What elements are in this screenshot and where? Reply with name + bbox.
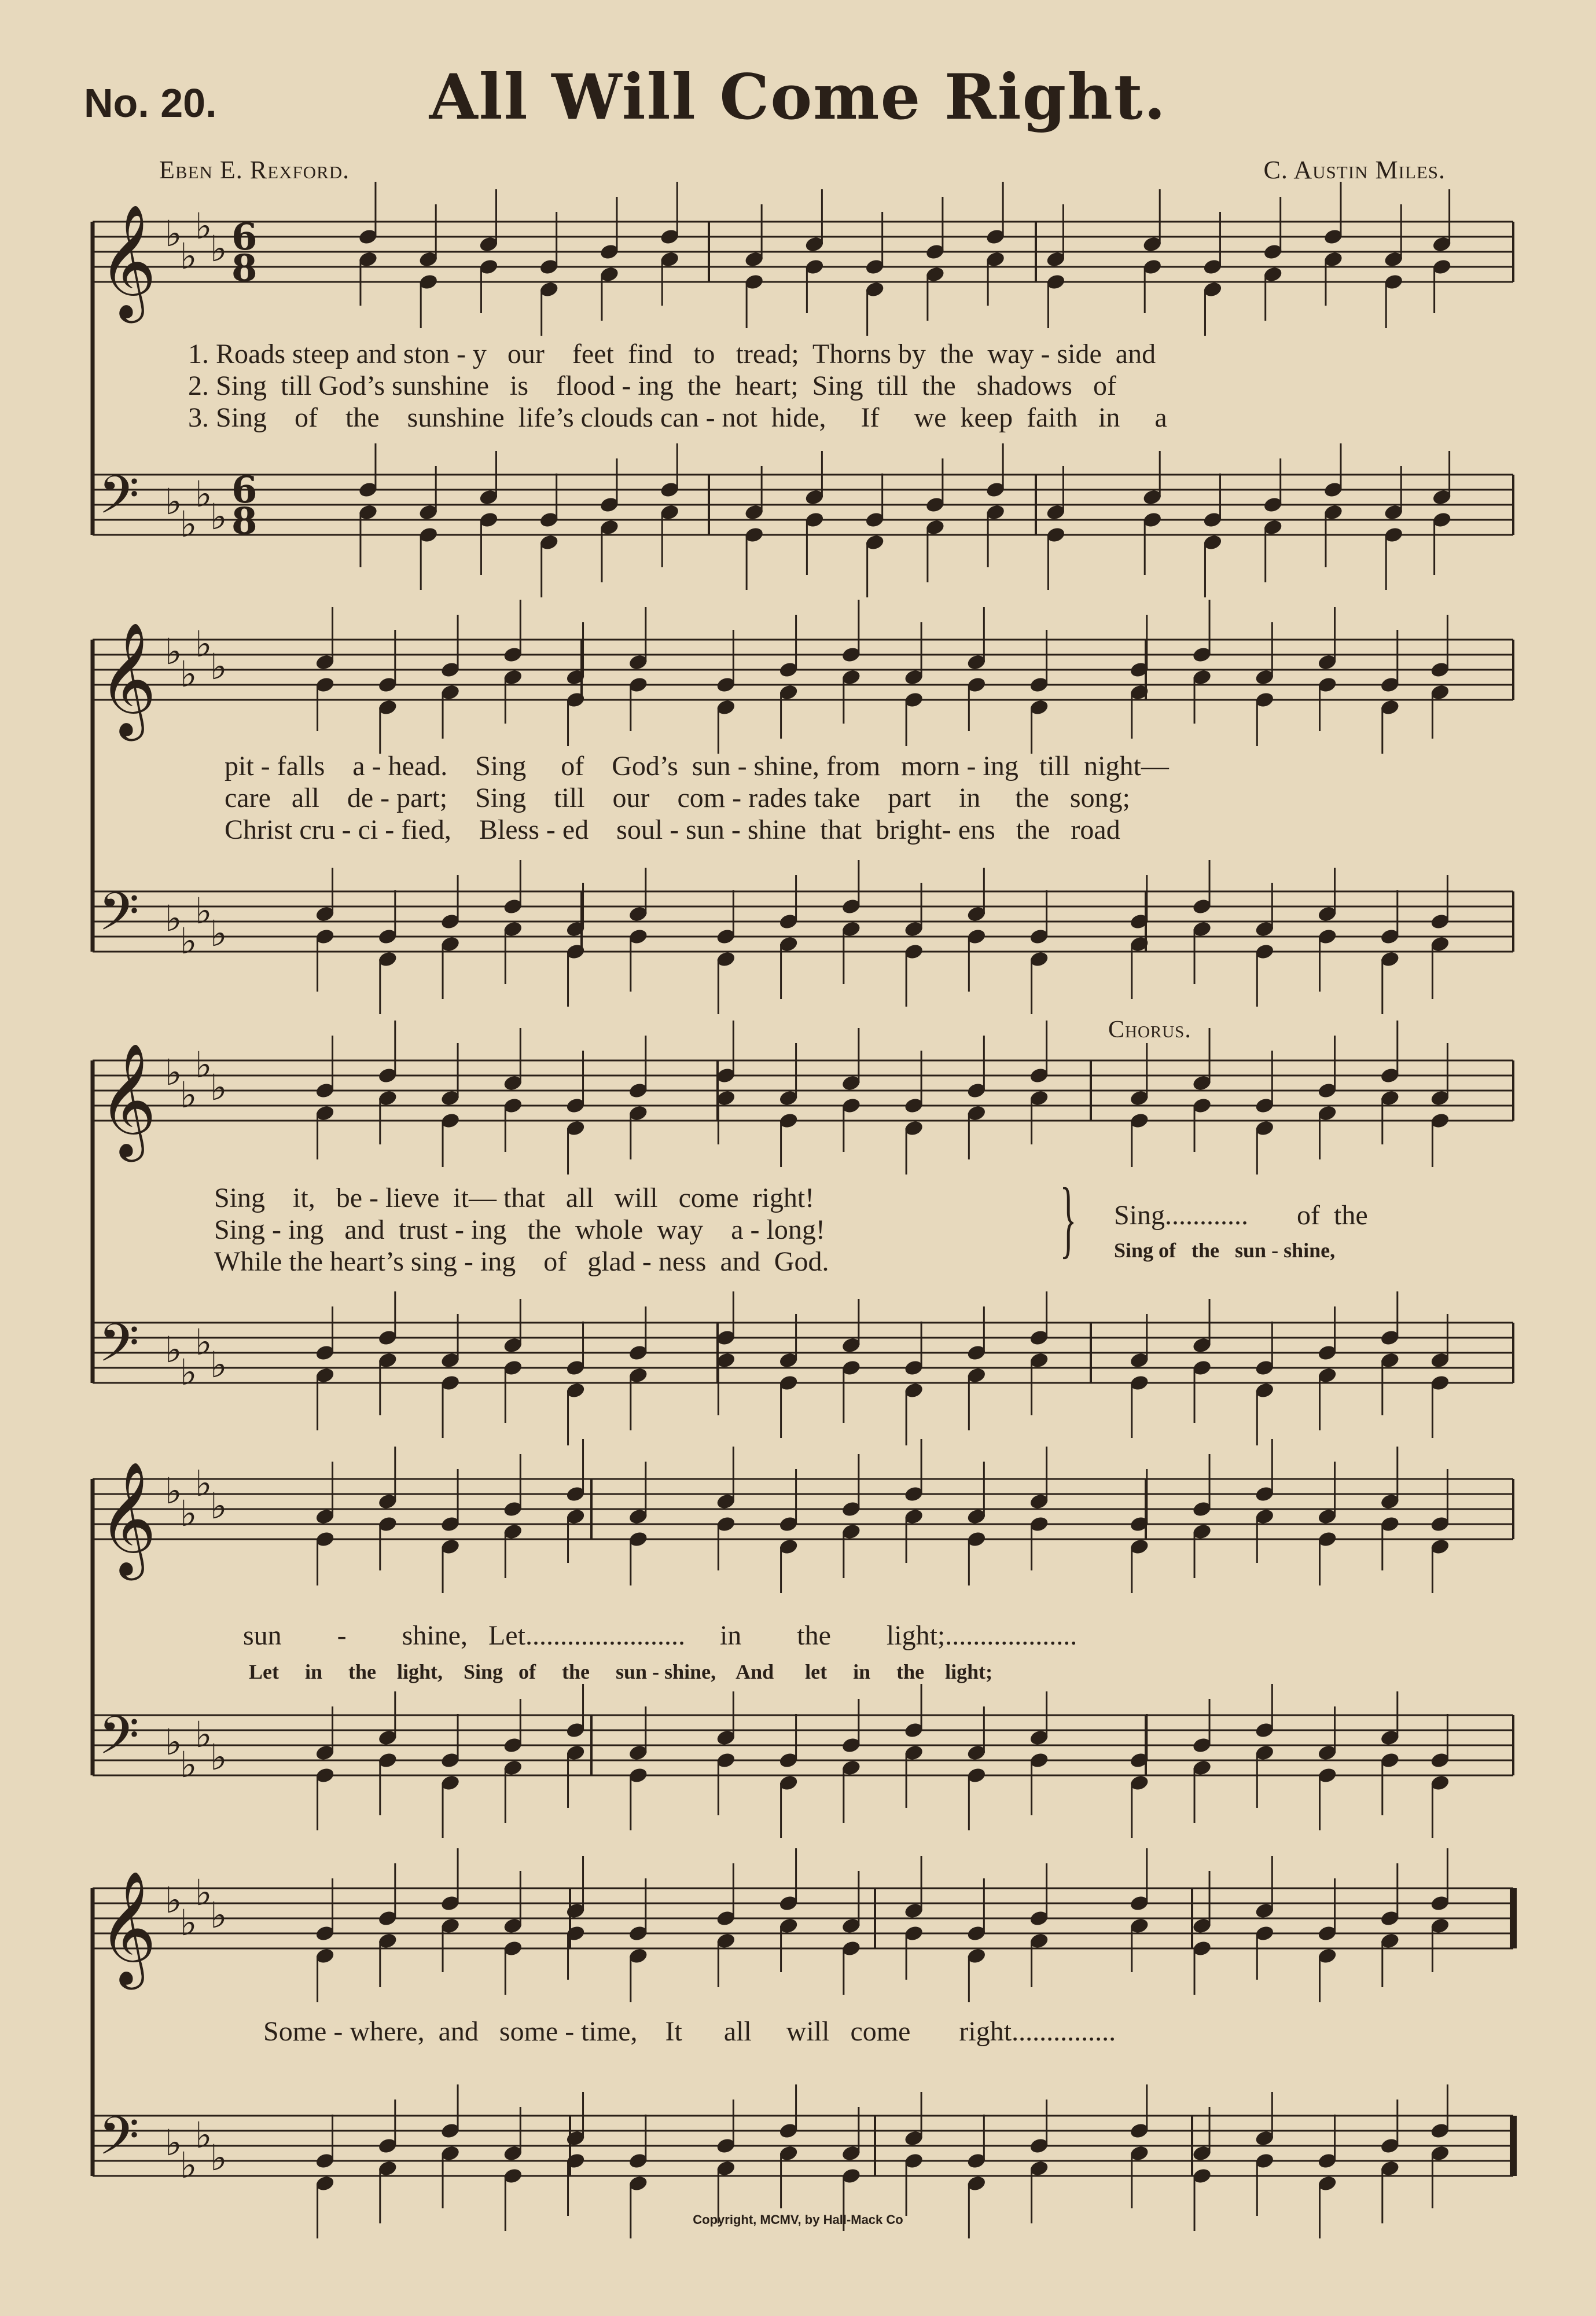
flat-sign: ♭ <box>195 1871 212 1914</box>
hymn-title: All Will Come Right. <box>429 61 1167 134</box>
bass-clef-1: 𝄢 <box>98 464 139 538</box>
flat-sign: ♭ <box>210 1066 227 1109</box>
flat-sign: ♭ <box>165 897 182 939</box>
flat-sign: ♭ <box>195 1044 212 1086</box>
flat-sign: ♭ <box>195 1321 212 1363</box>
lyric-line-1-3: 3. Sing of the sunshine life’s clouds can - not hide, If we keep faith in a <box>188 402 1167 433</box>
bass-clef-3: 𝄢 <box>98 1312 139 1386</box>
lyric-line-5-1: Some - where, and some - time, It all will come right............... <box>263 2016 1116 2047</box>
flat-sign: ♭ <box>210 912 227 955</box>
flat-sign: ♭ <box>180 653 197 695</box>
bass-clef-2: 𝄢 <box>98 881 139 955</box>
flat-sign: ♭ <box>180 2144 197 2186</box>
flat-sign: ♭ <box>210 496 227 538</box>
flat-sign: ♭ <box>195 623 212 665</box>
copyright-notice: Copyright, MCMV, by Hall-Mack Co <box>693 2212 903 2227</box>
treble-clef-4: 𝄞 <box>98 1461 157 1576</box>
flat-sign: ♭ <box>180 1744 197 1786</box>
flat-sign: ♭ <box>180 1492 197 1535</box>
composer: C. Austin Miles. <box>1263 156 1446 184</box>
treble-clef-3: 𝄞 <box>98 1043 157 1157</box>
lyric-line-3-1: Sing it, be - lieve it— that all will come right! <box>214 1183 815 1213</box>
lyric-line-2-1: pit - falls a - head. Sing of God’s sun - shine, from morn - ing till night— <box>225 751 1169 781</box>
flat-sign: ♭ <box>195 1462 212 1504</box>
flat-sign: ♭ <box>210 1485 227 1527</box>
flat-sign: ♭ <box>165 1470 182 1512</box>
chorus-lyric-bass: Sing of the sun - shine, <box>1114 1239 1336 1262</box>
hymn-number: No. 20. <box>84 80 217 126</box>
flat-sign: ♭ <box>165 1721 182 1763</box>
flat-sign: ♭ <box>180 1902 197 1944</box>
flat-sign: ♭ <box>195 205 212 247</box>
flat-sign: ♭ <box>180 920 197 962</box>
flat-sign: ♭ <box>210 645 227 688</box>
flat-sign: ♭ <box>180 235 197 277</box>
lyric-line-3-3: While the heart’s sing - ing of glad - ness and God. <box>214 1246 829 1277</box>
flat-sign: ♭ <box>195 890 212 932</box>
flat-sign: ♭ <box>210 227 227 270</box>
verse-brace: } <box>1060 1170 1077 1267</box>
time-sig-top: 6 <box>231 215 258 259</box>
flat-sign: ♭ <box>165 1328 182 1371</box>
flat-sign: ♭ <box>165 630 182 673</box>
treble-clef-1: 𝄞 <box>98 204 157 318</box>
lyric-line-1-1: 1. Roads steep and ston - y our feet find to tread; Thorns by the way - side and <box>188 339 1156 369</box>
lyric-line-1-2: 2. Sing till God’s sunshine is flood - ing the heart; Sing till the shadows of <box>188 370 1116 401</box>
bass-clef-5: 𝄢 <box>98 2105 139 2179</box>
flat-sign: ♭ <box>210 2137 227 2179</box>
flat-sign: ♭ <box>195 1713 212 1756</box>
flat-sign: ♭ <box>195 2114 212 2156</box>
flat-sign: ♭ <box>180 1351 197 1393</box>
lyric-line-2-2: care all de - part; Sing till our com - rades take part in the song; <box>225 783 1130 813</box>
flat-sign: ♭ <box>165 480 182 523</box>
flat-sign: ♭ <box>165 212 182 255</box>
flat-sign: ♭ <box>180 503 197 545</box>
lyric-line-2-3: Christ cru - ci - fied, Bless - ed soul - sun - shine that bright- ens the road <box>225 814 1120 845</box>
flat-sign: ♭ <box>165 2122 182 2164</box>
treble-clef-2: 𝄞 <box>98 622 157 736</box>
time-sig-bottom: 8 <box>231 500 258 543</box>
flat-sign: ♭ <box>210 1894 227 1936</box>
chorus-label: Chorus. <box>1108 1016 1192 1043</box>
flat-sign: ♭ <box>165 1051 182 1093</box>
lyric-line-4-2: Let in the light, Sing of the sun - shine, And let in the light; <box>249 1660 993 1683</box>
lyricist: Eben E. Rexford. <box>159 156 350 184</box>
lyric-line-4-1: sun - shine, Let....................... in the light;................... <box>243 1620 1078 1651</box>
flat-sign: ♭ <box>165 1879 182 1921</box>
chorus-lyric-top: Sing............ of the <box>1114 1200 1368 1231</box>
flat-sign: ♭ <box>210 1344 227 1386</box>
time-sig-bottom: 8 <box>231 247 258 290</box>
treble-clef-5: 𝄞 <box>98 1870 157 1985</box>
flat-sign: ♭ <box>210 1736 227 1778</box>
lyric-line-3-2: Sing - ing and trust - ing the whole way a - long! <box>214 1214 825 1245</box>
flat-sign: ♭ <box>180 1074 197 1116</box>
bass-clef-4: 𝄢 <box>98 1705 139 1779</box>
flat-sign: ♭ <box>195 473 212 515</box>
time-sig-top: 6 <box>231 468 258 512</box>
